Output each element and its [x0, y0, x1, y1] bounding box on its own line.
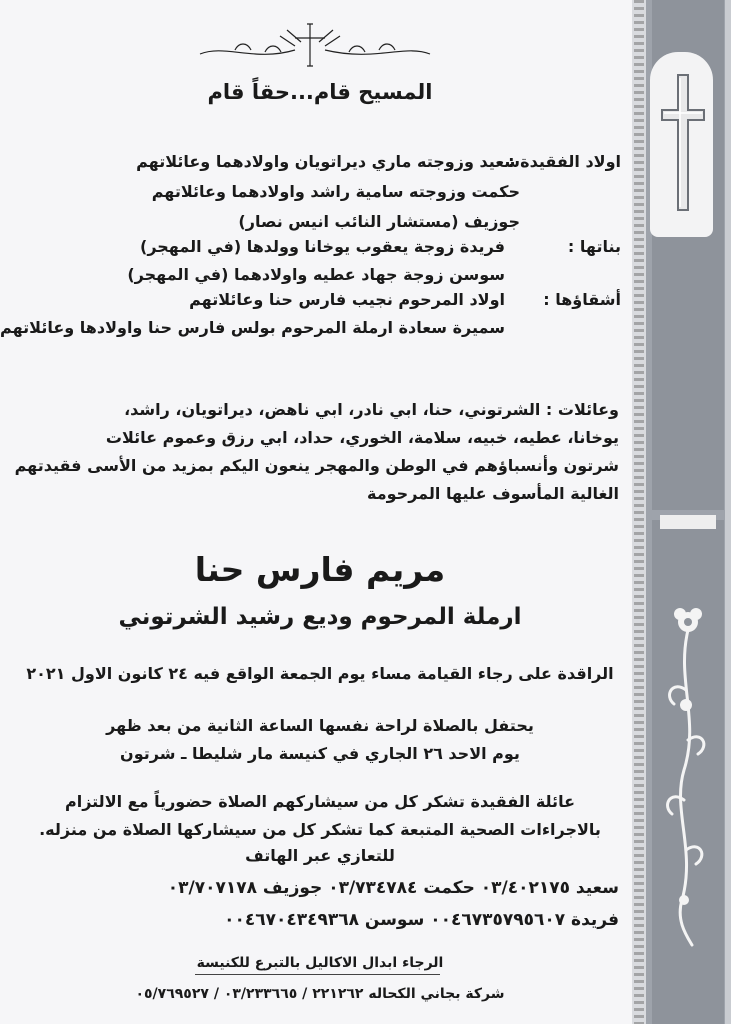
- condolences-title: للتعازي عبر الهاتف: [245, 846, 395, 865]
- border-separator: [660, 515, 716, 529]
- cross-icon: [658, 70, 708, 220]
- phone-line: فريدة ٠٠٤٦٧٣٥٧٩٥٦٠٧ سوسن ٠٠٤٦٧٠٤٣٤٩٣٦٨: [224, 910, 619, 930]
- prayer-line: يوم الاحد ٢٦ الجاري في كنيسة مار شليطا ـ شرتون: [120, 744, 520, 763]
- prayer-line: يحتفل بالصلاة لراحة نفسها الساعة الثانية من بعد ظهر: [106, 716, 534, 735]
- families-line: يوخانا، عطيه، خبيه، سلامة، الخوري، حداد، ابي رزق وعموم عائلات: [105, 428, 619, 447]
- phone-line: سعيد ٠٣/٤٠٢١٧٥ حكمت ٠٣/٧٣٤٧٨٤ جوزيف ٠٣/٧٠٧١٧٨: [167, 878, 619, 898]
- cross-ornament-icon: [195, 22, 435, 68]
- thanks-line: عائلة الفقيدة تشكر كل من سيشاركهم الصلاة حضورياً مع الالتزام: [64, 792, 575, 811]
- label-daughters: بناتها :: [567, 237, 621, 256]
- siblings-line: اولاد المرحوم نجيب فارس حنا وعائلاتهم: [189, 290, 505, 309]
- families-line: وعائلات : الشرتوني، حنا، ابي نادر، ابي ناهض، ديراتويان، راشد،: [124, 400, 619, 419]
- families-line: الغالية المأسوف عليها المرحومة: [367, 484, 619, 503]
- thanks-line: بالاجراءات الصحية المتبعة كما تشكر كل من سيشاركها الصلاة من منزله.: [39, 820, 601, 839]
- daughters-line: فريدة زوجة يعقوب يوخانا وولدها (في المهجر): [140, 237, 505, 256]
- deceased-relation: ارملة المرحوم وديع رشيد الشرتوني: [118, 604, 522, 630]
- families-line: شرتون وأنسباؤهم في الوطن والمهجر ينعون اليكم بمزيد من الأسى فقيدتهم: [14, 456, 619, 475]
- label-children: اولاد الفقيدة :: [508, 152, 621, 171]
- deceased-name: مريم فارس حنا: [194, 550, 446, 589]
- footer-divider: [195, 974, 440, 975]
- death-notice: الراقدة على رجاء القيامة مساء يوم الجمعة الواقع فيه ٢٤ كانون الاول ٢٠٢١: [26, 664, 614, 683]
- daughters-line: سوسن زوجة جهاد عطيه واولادهما (في المهجر): [127, 265, 505, 284]
- label-siblings: أشقاؤها :: [543, 290, 621, 309]
- donation-note: الرجاء ابدال الاكاليل بالتبرع للكنيسة: [196, 955, 444, 971]
- children-line: سعيد وزوجته ماري ديراتويان واولادهما وعائلاتهم: [136, 152, 520, 171]
- children-line: جوزيف (مستشار النائب انيس نصار): [238, 212, 520, 231]
- siblings-line: سميرة سعادة ارملة المرحوم بولس فارس حنا واولادها وعائلاتهم: [0, 318, 505, 337]
- funeral-company: شركة بجاني الكحاله ٢٢١٢٦٢ / ٠٣/٢٣٣٦٦٥ / ٠٥/٧٦٩٥٢٧: [135, 986, 505, 1002]
- easter-greeting: المسيح قام...حقاً قام: [207, 80, 433, 104]
- children-line: حكمت وزوجته سامية راشد واولادهما وعائلاتهم: [151, 182, 520, 201]
- flower-vine-icon: [656, 600, 716, 950]
